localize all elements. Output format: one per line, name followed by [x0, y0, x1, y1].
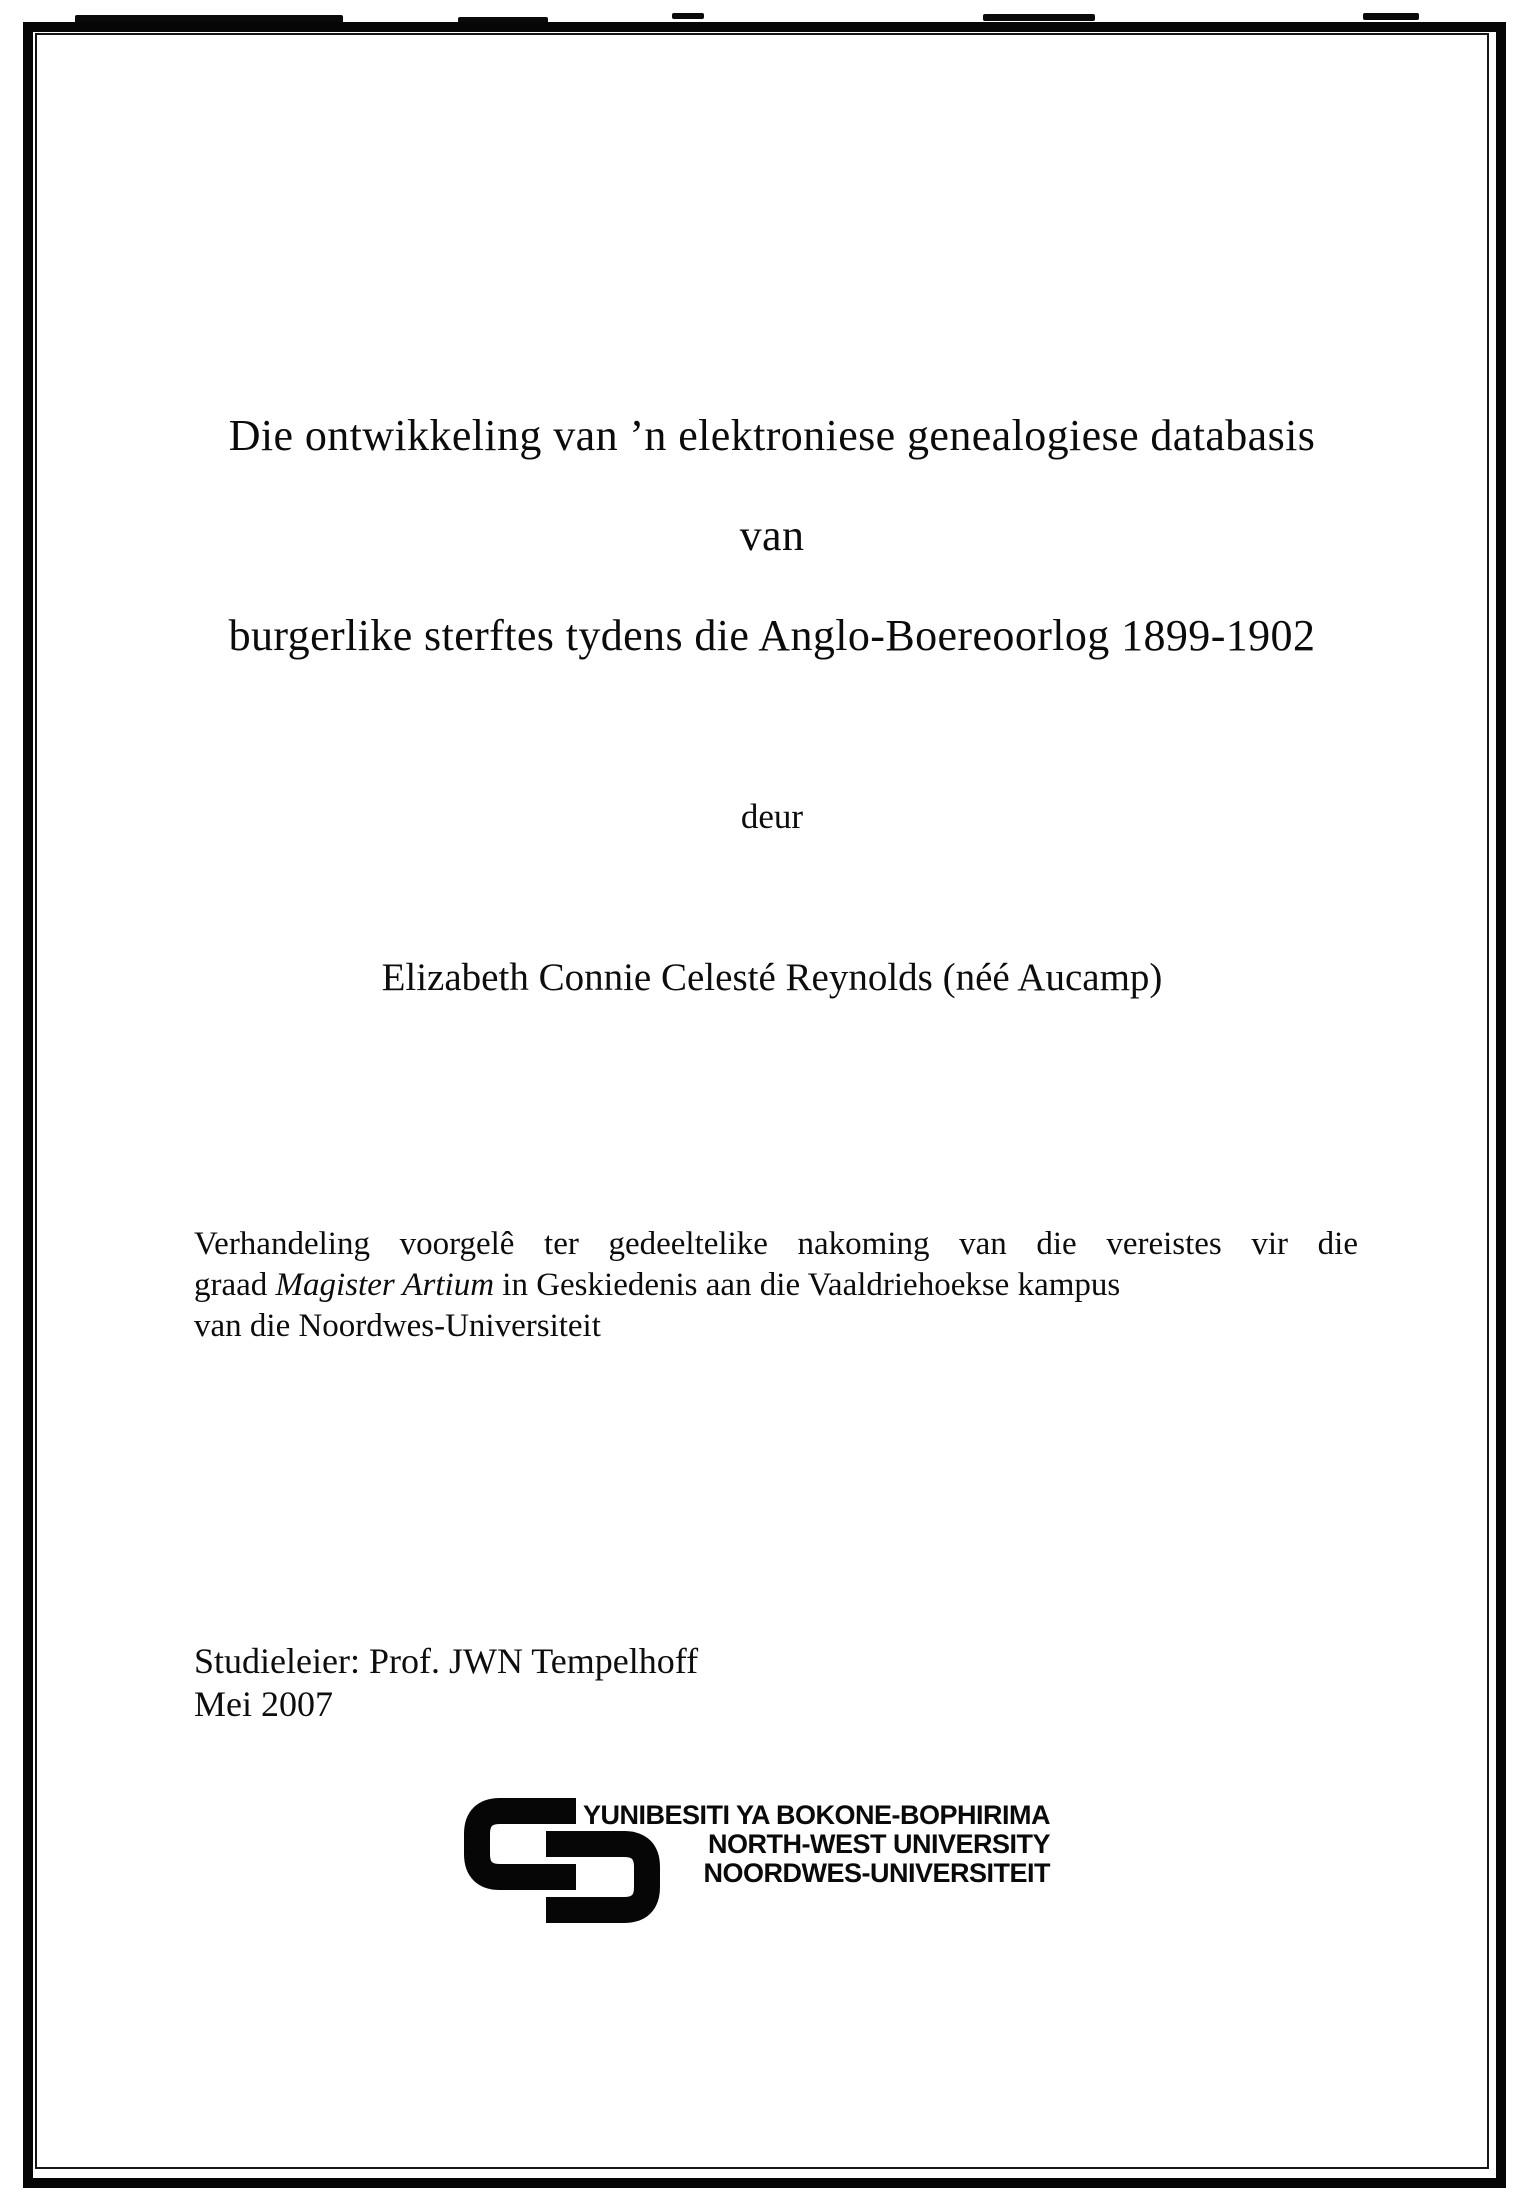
scan-artifact — [672, 13, 704, 19]
author-name: Elizabeth Connie Celesté Reynolds (néé Aucamp) — [381, 956, 1163, 999]
date-line: Mei 2007 — [194, 1684, 333, 1724]
university-wordmark — [583, 1801, 1050, 1888]
supervisor-line: Studieleier: Prof. JWN Tempelhoff — [194, 1641, 699, 1681]
logo-text-setswana: YUNIBESITI YA BOKONE-BOPHIRIMA — [582, 1800, 1050, 1830]
byline-deur: deur — [740, 797, 804, 836]
logo-text-english: NORTH-WEST UNIVERSITY — [707, 1829, 1050, 1859]
supervisor-block — [194, 1640, 698, 1726]
thesis-title-line2: burgerlike sterftes tydens die Anglo-Boereoorlog 1899-1902 — [228, 611, 1316, 660]
thesis-statement-line2 — [194, 1265, 1358, 1306]
thesis-title-line1: Die ontwikkeling van ’n elektroniese genealogiese databasis van — [228, 411, 1316, 560]
thesis-title — [192, 386, 1352, 686]
statement-line2-pre: graad — [194, 1267, 276, 1303]
thesis-statement — [194, 1224, 1358, 1347]
statement-line2-post: in Geskiedenis aan die Vaaldriehoekse kampus — [494, 1267, 1121, 1303]
logo-text-afrikaans: NOORDWES-UNIVERSITEIT — [703, 1858, 1050, 1888]
scan-artifact — [983, 14, 1095, 21]
degree-name-italic: Magister Artium — [275, 1267, 495, 1303]
thesis-statement-line1: Verhandeling voorgelê ter gedeeltelike nakoming van die vereistes vir die — [194, 1226, 1358, 1262]
thesis-statement-line3: van die Noordwes-Universiteit — [194, 1308, 601, 1344]
scan-artifact — [1363, 13, 1419, 20]
